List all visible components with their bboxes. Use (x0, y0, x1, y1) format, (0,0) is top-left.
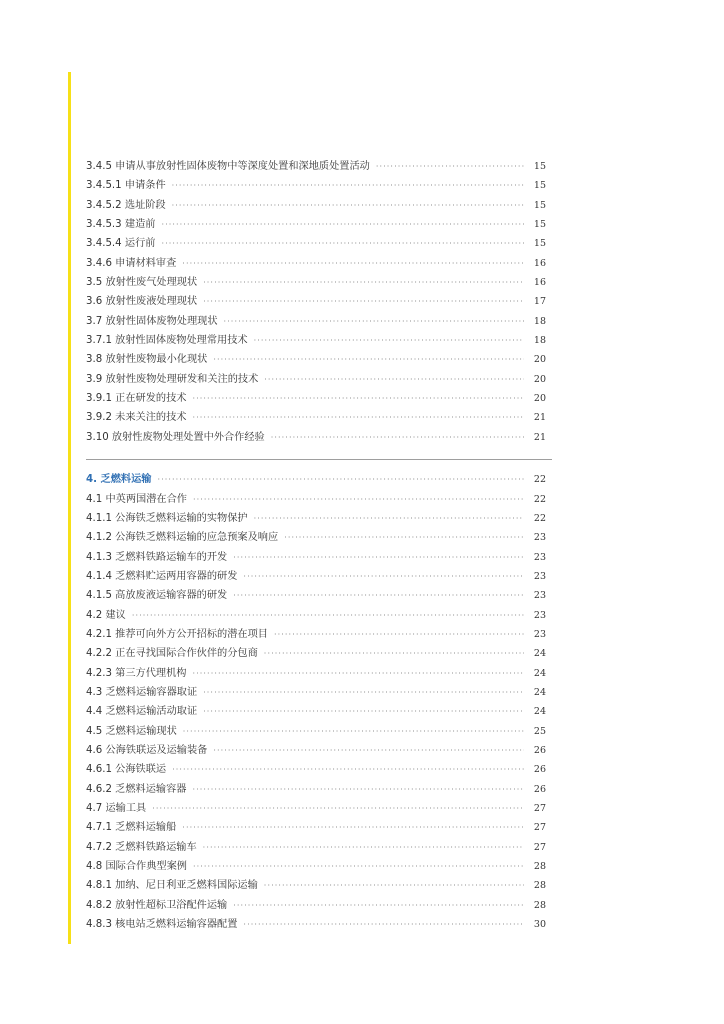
toc-entry-page: 20 (533, 373, 546, 385)
toc-entry-label: 4.2.1 推荐可向外方公开招标的潜在项目 (86, 629, 268, 640)
toc-entry-label: 3.4.5.3 建造前 (86, 219, 156, 230)
toc-entry[interactable] (86, 587, 546, 605)
toc-entry[interactable] (86, 858, 546, 876)
toc-leader-dots (213, 351, 524, 369)
toc-leader-dots (182, 819, 524, 837)
toc-leader-dots (274, 626, 524, 644)
toc-entry-label: 4.1.1 公海铁乏燃料运输的实物保护 (86, 513, 248, 524)
toc-entry-page: 23 (533, 629, 546, 640)
toc-leader-dots (192, 665, 524, 683)
toc-entry[interactable] (86, 429, 546, 447)
toc-entry-label: 4.1.4 乏燃料贮运两用容器的研发 (86, 571, 238, 582)
toc-entry-label: 4.8 国际合作典型案例 (86, 861, 187, 872)
toc-leader-dots (284, 529, 524, 547)
toc-entry-label: 3.7 放射性固体废物处理现状 (86, 315, 218, 327)
toc-entry[interactable] (86, 703, 546, 721)
toc-entry-page: 20 (533, 393, 546, 404)
toc-entry-label: 3.4.5.4 运行前 (86, 238, 156, 249)
toc-entry-label: 4.8.3 核电站乏燃料运输容器配置 (86, 919, 238, 930)
toc-entry-label: 3.7.1 放射性固体废物处理常用技术 (86, 335, 248, 346)
toc-leader-dots (243, 568, 524, 586)
toc-entry[interactable] (86, 216, 546, 234)
toc-entry[interactable] (86, 197, 546, 215)
toc-entry-label: 4.4 乏燃料运输活动取证 (86, 706, 198, 717)
toc-entry[interactable] (86, 626, 546, 644)
toc-entry[interactable] (86, 684, 546, 702)
toc-entry[interactable] (86, 781, 546, 799)
toc-leader-dots (271, 429, 524, 447)
toc-leader-dots (203, 274, 524, 292)
toc-entry-label: 4.7.2 乏燃料铁路运输车 (86, 841, 197, 853)
toc-entry[interactable] (86, 800, 546, 818)
toc-leader-dots (161, 216, 524, 234)
toc-entry-label: 4.1.3 乏燃料铁路运输车的开发 (86, 551, 228, 563)
toc-entry-label: 3.9 放射性废物处理研发和关注的技术 (86, 373, 259, 385)
toc-leader-dots (192, 390, 524, 408)
toc-entry-label: 4. 乏燃料运输 (86, 474, 152, 485)
toc-leader-dots (172, 197, 524, 215)
toc-entry-page: 24 (533, 687, 546, 698)
toc-entry[interactable] (86, 274, 546, 292)
toc-entry-page: 30 (533, 919, 546, 930)
toc-entry-label: 4.6.1 公海铁联运 (86, 764, 167, 775)
toc-entry[interactable] (86, 491, 546, 509)
toc-leader-dots (157, 471, 524, 489)
toc-entry-page: 18 (533, 335, 546, 346)
toc-leader-dots (161, 235, 524, 253)
toc-entry[interactable] (86, 549, 546, 567)
toc-entry[interactable] (86, 839, 546, 857)
toc-entry-page: 23 (533, 551, 546, 563)
toc-leader-dots (152, 800, 524, 818)
toc-entry-label: 4.6 公海铁联运及运输装备 (86, 745, 208, 756)
toc-entry-page: 26 (533, 745, 546, 756)
toc-entry-label: 4.2.3 第三方代理机构 (86, 667, 187, 679)
toc-entry-page: 28 (533, 861, 546, 872)
toc-entry[interactable] (86, 723, 546, 741)
toc-entry-label: 4.5 乏燃料运输现状 (86, 725, 177, 737)
toc-leader-dots (203, 703, 524, 721)
toc-leader-dots (203, 684, 524, 702)
toc-entry-page: 24 (533, 648, 546, 659)
section-divider (86, 459, 552, 460)
toc-entry[interactable] (86, 255, 546, 273)
toc-leader-dots (376, 158, 524, 176)
toc-entry-label: 4.1.2 公海铁乏燃料运输的应急预案及响应 (86, 532, 279, 543)
toc-entry-page: 16 (533, 277, 546, 288)
toc-leader-dots (233, 897, 524, 915)
toc-entry[interactable] (86, 529, 546, 547)
toc-leader-dots (203, 293, 524, 311)
toc-entry-page: 24 (533, 667, 546, 679)
toc-entry[interactable] (86, 371, 546, 389)
toc-entry[interactable] (86, 916, 546, 934)
toc-entry-page: 23 (533, 590, 546, 601)
toc-entry-page: 22 (533, 493, 546, 505)
accent-bar (68, 72, 71, 944)
toc-entry[interactable] (86, 742, 546, 760)
toc-entry[interactable] (86, 409, 546, 427)
toc-entry-label: 3.8 放射性废物最小化现状 (86, 354, 208, 365)
toc-entry-page: 25 (533, 725, 546, 737)
toc-entry-label: 3.4.5 申请从事放射性固体废物中等深度处置和深地质处置活动 (86, 161, 370, 172)
toc-entry-label: 4.1 中英两国潜在合作 (86, 493, 187, 505)
toc-entry[interactable] (86, 665, 546, 683)
toc-leader-dots (203, 839, 524, 857)
toc-entry[interactable] (86, 819, 546, 837)
toc-leader-dots (193, 858, 524, 876)
toc-entry-page: 21 (533, 412, 546, 423)
toc-entry-page: 18 (533, 315, 546, 327)
toc-entry-label: 4.7.1 乏燃料运输船 (86, 822, 177, 833)
toc-entry-page: 15 (533, 219, 546, 230)
toc-entry-label: 4.8.2 放射性超标卫浴配件运输 (86, 899, 228, 911)
toc-leader-dots (192, 409, 524, 427)
toc-entry-label: 3.4.5.1 申请条件 (86, 180, 166, 191)
toc-leader-dots (182, 255, 524, 273)
toc-entry-page: 15 (533, 238, 546, 249)
toc-entry-page: 22 (533, 513, 546, 524)
toc-entry-label: 3.4.6 申请材料审查 (86, 257, 177, 269)
toc-leader-dots (192, 781, 524, 799)
toc-entry[interactable] (86, 390, 546, 408)
toc-entry-page: 15 (533, 161, 546, 172)
toc-entry-label: 3.6 放射性废液处理现状 (86, 296, 198, 307)
toc-leader-dots (254, 332, 524, 350)
toc-entry-page: 28 (533, 880, 546, 891)
toc-entry[interactable] (86, 761, 546, 779)
toc-entry[interactable] (86, 235, 546, 253)
toc-entry-label: 4.1.5 高放废液运输容器的研发 (86, 590, 228, 601)
toc-leader-dots (264, 645, 524, 663)
toc-entry[interactable] (86, 177, 546, 195)
toc-entry-page: 20 (533, 354, 546, 365)
toc-leader-dots (243, 916, 524, 934)
toc-entry-label: 3.9.1 正在研发的技术 (86, 393, 187, 404)
toc-leader-dots (213, 742, 524, 760)
toc-entry-page: 23 (533, 571, 546, 582)
toc-leader-dots (172, 761, 524, 779)
toc-leader-dots (264, 877, 524, 895)
toc-entry-label: 3.4.5.2 选址阶段 (86, 199, 166, 211)
toc-entry[interactable] (86, 897, 546, 915)
toc-entry-page: 17 (533, 296, 546, 307)
toc-entry-label: 4.3 乏燃料运输容器取证 (86, 687, 198, 698)
toc-entry-page: 27 (533, 841, 546, 853)
toc-entry[interactable] (86, 293, 546, 311)
toc-entry-page: 21 (533, 431, 546, 443)
toc-entry[interactable] (86, 568, 546, 586)
toc-entry-label: 4.8.1 加纳、尼日利亚乏燃料国际运输 (86, 880, 258, 891)
toc-leader-dots (233, 549, 524, 567)
toc-entry-page: 26 (533, 783, 546, 795)
toc-leader-dots (132, 607, 524, 625)
toc-entry-page: 22 (533, 474, 546, 485)
toc-entry-page: 26 (533, 764, 546, 775)
toc-entry[interactable] (86, 645, 546, 663)
toc-entry[interactable] (86, 351, 546, 369)
toc-leader-dots (172, 177, 524, 195)
toc-entry-label: 4.2.2 正在寻找国际合作伙伴的分包商 (86, 648, 258, 659)
toc-leader-dots (264, 371, 524, 389)
toc-leader-dots (233, 587, 524, 605)
toc-entry-label: 3.9.2 未来关注的技术 (86, 412, 187, 423)
toc-entry-page: 27 (533, 803, 546, 814)
toc-entry-label: 3.5 放射性废气处理现状 (86, 277, 198, 288)
toc-entry-page: 15 (533, 180, 546, 191)
toc-entry-page: 15 (533, 199, 546, 211)
toc-leader-dots (193, 491, 524, 509)
toc-entry-page: 16 (533, 257, 546, 269)
toc-leader-dots (224, 313, 524, 331)
toc-entry-page: 27 (533, 822, 546, 833)
toc-entry[interactable] (86, 877, 546, 895)
toc-entry[interactable] (86, 332, 546, 350)
toc-leader-dots (254, 510, 524, 528)
toc-entry[interactable] (86, 607, 546, 625)
toc-entry-label: 3.10 放射性废物处理处置中外合作经验 (86, 431, 265, 443)
toc-entry-label: 4.2 建议 (86, 609, 126, 621)
toc-chapter-heading[interactable] (86, 471, 546, 489)
toc-entry-page: 28 (533, 899, 546, 911)
toc-entry-label: 4.7 运输工具 (86, 803, 147, 814)
toc-entry-page: 24 (533, 706, 546, 717)
toc-entry-page: 23 (533, 609, 546, 621)
toc-entry-label: 4.6.2 乏燃料运输容器 (86, 783, 187, 795)
toc-entry[interactable] (86, 158, 546, 176)
toc-entry[interactable] (86, 313, 546, 331)
toc-entry[interactable] (86, 510, 546, 528)
toc-entry-page: 23 (533, 532, 546, 543)
toc-leader-dots (183, 723, 524, 741)
